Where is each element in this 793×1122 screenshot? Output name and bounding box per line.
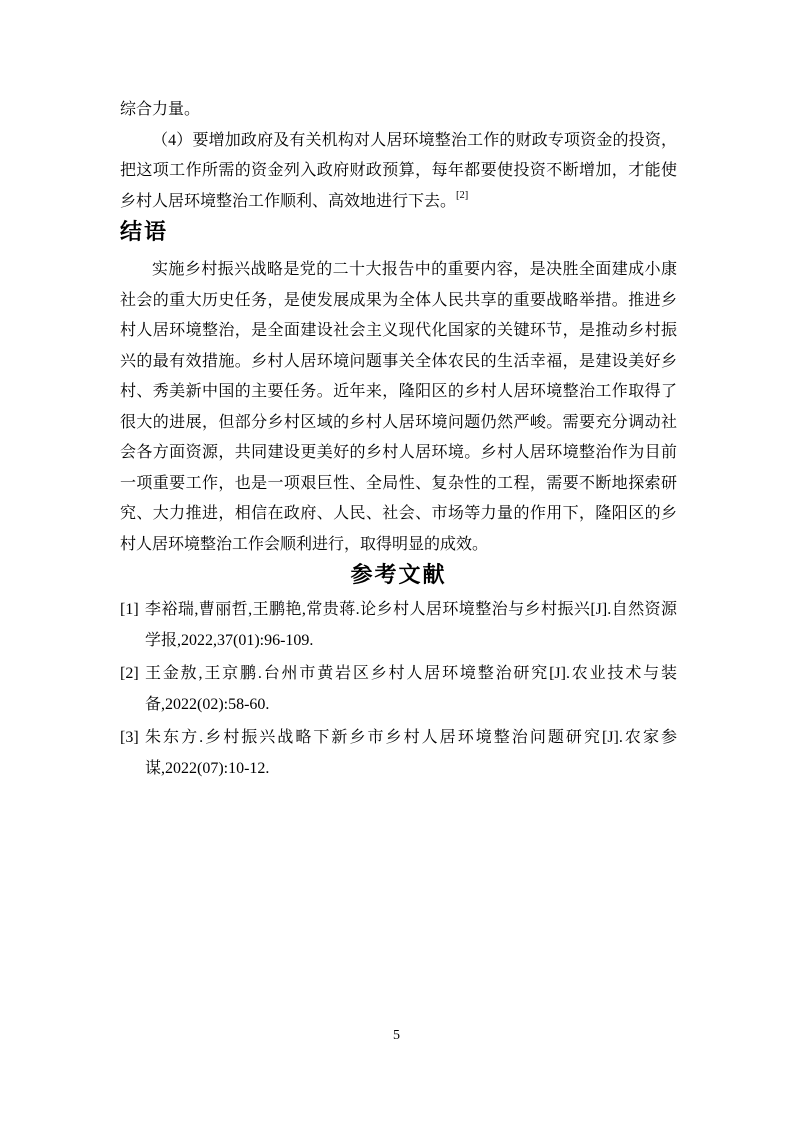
reference-label: [1]	[120, 601, 139, 618]
text-column	[120, 0, 677, 786]
conclusion-heading: 结语	[120, 219, 169, 244]
reference-text: 王金敖,王京鹏.台州市黄岩区乡村人居环境整治研究[J].农业技术与装备,2022(02):58-60.	[145, 665, 677, 713]
reference-item	[120, 658, 677, 720]
reference-text: 朱东方.乡村振兴战略下新乡市乡村人居环境整治问题研究[J].农家参谋,2022(07):10-12.	[145, 729, 677, 777]
page-number: 5	[393, 1028, 400, 1043]
references-heading: 参考文献	[350, 562, 447, 587]
reference-item	[120, 594, 677, 656]
paragraph-continuation: 综合力量。	[120, 101, 201, 118]
references-list	[120, 594, 677, 784]
reference-label: [3]	[120, 729, 139, 746]
paragraph-item-4	[120, 126, 677, 218]
reference-item	[120, 722, 677, 784]
paragraph-item-4-text: （4）要增加政府及有关机构对人居环境整治工作的财政专项资金的投资，把这项工作所需的资金列入政府财政预算，每年都要使投资不断增加，才能使乡村人居环境整治工作顺利、高效地进行下去。	[120, 131, 677, 210]
reference-label: [2]	[120, 665, 139, 682]
conclusion-paragraph: 实施乡村振兴战略是党的二十大报告中的重要内容，是决胜全面建成小康社会的重大历史任务，是使发展成果为全体人民共享的重要战略举措。推进乡村人居环境整治，是全面建设社会主义现代化国家的关键环节，是推动乡村振兴的最有效措施。乡村人居环境问题事关全体农民的生活幸福，是建设美好乡村、秀美新中国的主要任务。近年来，隆阳区的乡村人居环境整治工作取得了很大的进展，但部分乡村区域的乡村人居环境问题仍然严峻。需要充分调动社会各方面资源，共同建设更美好的乡村人居环境。乡村人居环境整治作为目前一项重要工作，也是一项艰巨性、全局性、复杂性的工程，需要不断地探索研究、大力推进，相信在政府、人民、社会、市场等力量的作用下，隆阳区的乡村人居环境整治工作会顺利进行，取得明显的成效。	[120, 261, 677, 553]
citation-superscript: [2]	[456, 190, 469, 202]
reference-text: 李裕瑞,曹丽哲,王鹏艳,常贵蒋.论乡村人居环境整治与乡村振兴[J].自然资源学报,2022,37(01):96-109.	[145, 601, 677, 649]
